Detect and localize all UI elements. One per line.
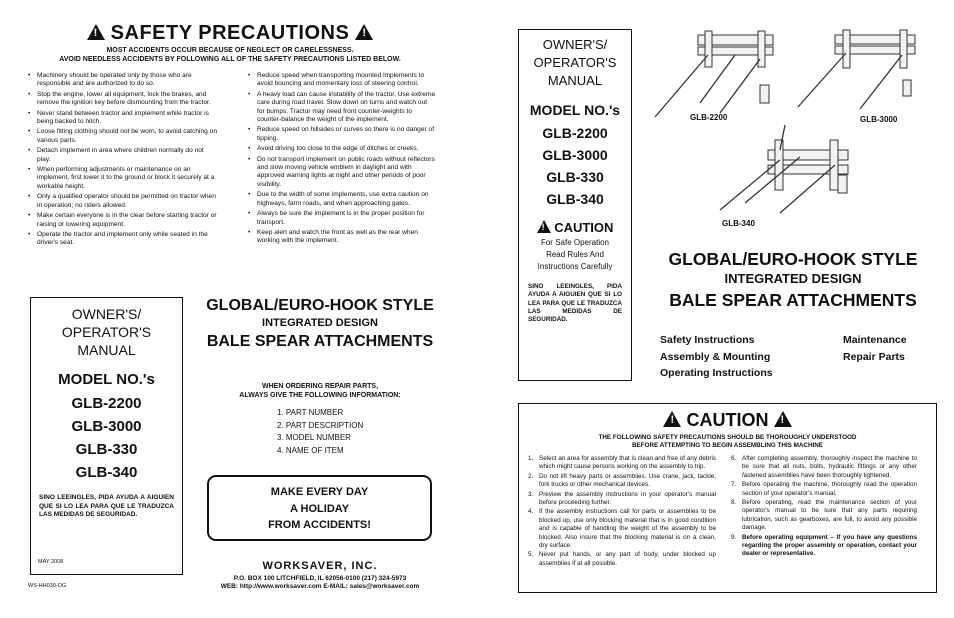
manual-title: OWNER'S/ OPERATOR'S MANUAL: [533, 37, 617, 88]
topic-item: Assembly & Mounting: [660, 350, 771, 363]
list-item: • Keep alert and watch the front as well as the rear when working with the implement.: [248, 229, 436, 246]
spear: [798, 53, 846, 107]
owners-manual-box-right: [518, 29, 632, 381]
model-list: [519, 122, 631, 210]
list-item: 2. PART DESCRIPTION: [277, 420, 364, 430]
warning-icon: [774, 411, 792, 427]
caution-title: ! CAUTION !: [519, 410, 936, 431]
caution-subtitle: THE FOLLOWING SAFETY PRECAUTIONS SHOULD BE THOROUGHLY UNDERSTOOD BEFORE ATTEMPTING TO BEGIN ASSEMBLING THIS MACHINE: [598, 434, 857, 449]
list-item: • Make certain everyone is in the clear before starting tractor or raising or lowering equipment.: [28, 212, 218, 229]
list-item: • Only a qualified operator should be permitted on tractor when in operation; no riders allowed.: [28, 193, 218, 210]
warning-icon: [355, 24, 373, 40]
list-item: • Reduce speed on hillsides or curves so there is no danger of tipping.: [248, 126, 436, 143]
model-number: GLB-340: [546, 191, 604, 207]
list-item: 2. Do not lift heavy parts or assemblies. Use crane, jack, tackle, fork trucks or other mechanical devices.: [528, 472, 716, 489]
safety-list-left: [28, 72, 218, 250]
center-heading: GLOBAL/EURO-HOOK STYLE INTEGRATED DESIGN BALE SPEAR ATTACHMENTS: [206, 297, 434, 350]
list-item: • Operate the tractor and implement only while seated in the driver's seat.: [28, 231, 218, 248]
print-date: MAY 2008: [38, 559, 64, 565]
owners-manual-box-left: [30, 297, 183, 575]
list-item: 5. Never put hands, or any part of body, under blocked up assemblies if at all possible.: [528, 551, 716, 567]
caution-list-right: [731, 455, 917, 560]
frame-upright: [843, 30, 850, 68]
topic-item: Operating Instructions: [660, 367, 773, 379]
mount-plate: [903, 80, 911, 96]
spear: [720, 160, 780, 210]
spear: [860, 55, 902, 109]
list-item: • Detach implement in area where children normally do not play.: [28, 147, 218, 164]
spanish-notice: SINO LEEINGLES, PIDA AYUDA A AIGUIEN QUE SI LO LEA PARA QUE LE TRADUZCA LAS MEDIDAS DE SEGURIDAD.: [528, 283, 622, 324]
warning-icon: [537, 220, 551, 233]
safety-title: ! SAFETY PRECAUTIONS !: [0, 22, 460, 45]
list-item: 6. After completing assembly, thoroughly inspect the machine to be sure that all nuts, bolts, hydraulic fittings or any other fastened assemblies have been thoroughly tightened.: [731, 455, 917, 479]
list-item: • Do not transport implement on public roads without reflectors and slow moving vehicle emblem in daylight and with approved warning lights at night and other periods of poor visibility.: [248, 156, 436, 190]
model-number: GLB-330: [546, 169, 604, 185]
ordering-instructions: WHEN ORDERING REPAIR PARTS, ALWAYS GIVE THE FOLLOWING INFORMATION:: [239, 383, 401, 399]
frame-upright: [775, 140, 783, 190]
model-label: MODEL NO.'s: [58, 371, 155, 388]
model-number: GLB-340: [75, 464, 138, 481]
mount-plate: [760, 85, 769, 103]
list-item: 9. Before operating equipment – If you have any questions regarding the proper assembly or operation, contact your dealer or representative.: [731, 533, 917, 558]
company-name: WORKSAVER, INC.: [262, 560, 378, 572]
list-item: 8. Before operating, read the maintenance section of your operator's manual to be sure that any parts requiring lubrication, such as gearboxes, are full, to avoid any possible damage.: [731, 499, 917, 532]
company-address: P.O. BOX 100 LITCHFIELD, IL 62056-0100 (217) 324-5973 WEB: http://www.worksaver.com E-MAIL: sales@worksaver.com: [220, 575, 420, 590]
model-number: GLB-330: [75, 441, 138, 458]
warning-icon: [663, 411, 681, 427]
model-number: GLB-3000: [71, 418, 142, 435]
manual-title: OWNER'S/ OPERATOR'S MANUAL: [61, 306, 152, 358]
spear: [745, 157, 800, 203]
holiday-slogan-box: MAKE EVERY DAY A HOLIDAY FROM ACCIDENTS!: [207, 475, 432, 541]
model-label-glb-2200: GLB-2200: [690, 113, 728, 122]
caution-heading: ! CAUTION: [519, 220, 631, 235]
list-item: 1. Select an area for assembly that is clean and free of any debris which might cause persons working on the assembly to trip.: [528, 455, 716, 471]
model-list: [31, 392, 182, 484]
mount-plate: [838, 175, 847, 193]
list-item: 3. MODEL NUMBER: [277, 433, 351, 442]
topic-item: Repair Parts: [843, 350, 905, 363]
model-label-glb-3000: GLB-3000: [860, 115, 898, 124]
list-item: 3. Preview the assembly instructions in your operator's manual before proceeding further.: [528, 490, 716, 507]
caution-list-left: [528, 455, 716, 569]
warning-icon: [87, 24, 105, 40]
model-label: MODEL NO.'s: [529, 102, 621, 118]
caution-text: For Safe Operation Read Rules And Instructions Carefully: [537, 238, 613, 271]
topics-right: [843, 332, 907, 365]
topics-left: [660, 332, 773, 382]
list-item: • Loose fitting clothing should not be worn, to avoid catching on various parts.: [28, 128, 218, 145]
bale-spear-drawing: [650, 25, 940, 240]
spanish-notice: SINO LEEINGLES, PIDA AYUDA A AIGUIEN QUE SI LO LEA PARA QUE LE TRADUZCA LAS MEDIDAS DE SEGURIDAD.: [39, 494, 174, 518]
ordering-list: [277, 407, 363, 457]
frame-upright: [758, 31, 765, 67]
list-item: • Never stand between tractor and implement while tractor is being backed to hitch.: [28, 110, 218, 127]
cover-heading: GLOBAL/EURO-HOOK STYLE INTEGRATED DESIGN BALE SPEAR ATTACHMENTS: [668, 249, 918, 310]
model-number: GLB-3000: [542, 147, 608, 163]
topic-item: Safety Instructions: [660, 334, 755, 346]
frame-upright: [900, 30, 907, 68]
model-number: GLB-2200: [542, 125, 608, 141]
model-number: GLB-2200: [71, 395, 142, 412]
caution-box: [518, 403, 937, 593]
list-item: 7. Before operating the machine, thoroughly read the operation section of your operator's manual.: [731, 481, 917, 497]
topic-item: Maintenance: [843, 334, 907, 346]
list-item: 4. If the assembly instructions call for parts or assemblies to be blocked up, use only blocking material that is in good condition and is capable of handling the weight of the assembly to be blocked. Also insure that the blocking material is on a clean, dry surface.: [528, 508, 716, 550]
safety-subtitle: MOST ACCIDENTS OCCUR BECAUSE OF NEGLECT OR CARELESSNESS. AVOID NEEDLESS ACCIDENTS BY FOLLOWING ALL OF THE SAFETY PRECAUTIONS LISTED BELOW.: [59, 47, 401, 63]
list-item: • When performing adjustments or maintenance on an implement, first lower it to the ground or block it securely at a workable height.: [28, 166, 218, 191]
document-code: WS-HH030-OG: [28, 583, 67, 589]
bale-spear-illustration: [650, 25, 940, 240]
list-item: • Always be sure the implement is in the proper position for transport.: [248, 210, 436, 227]
list-item: • Due to the width of some implements, use extra caution on highways, farm roads, and when approaching gates.: [248, 191, 436, 208]
frame-upright: [830, 140, 838, 190]
frame-upright: [705, 31, 712, 67]
model-label-glb-340: GLB-340: [722, 219, 755, 228]
list-item: 4. NAME OF ITEM: [277, 445, 344, 455]
list-item: • Reduce speed when transporting mounted implements to avoid bouncing and momentary loss of steering control.: [248, 72, 436, 89]
list-item: • Stop the engine, lower all equipment, lock the brakes, and remove the ignition key before dismounting from the tractor.: [28, 91, 218, 108]
safety-list-right: [248, 72, 436, 248]
list-item: • Avoid driving too close to the edge of ditches or creeks.: [248, 145, 436, 153]
list-item: 1. PART NUMBER: [277, 408, 344, 417]
list-item: • A heavy load can cause instability of the tractor. Use extreme care during road travel. Slow down on turns and watch out for bumps. Tractor may need front counter-weights to counter-balance the weight of the implement.: [248, 91, 436, 125]
spear: [655, 55, 708, 117]
list-item: • Machinery should be operated only by those who are responsible and are authorized to do so.: [28, 72, 218, 89]
